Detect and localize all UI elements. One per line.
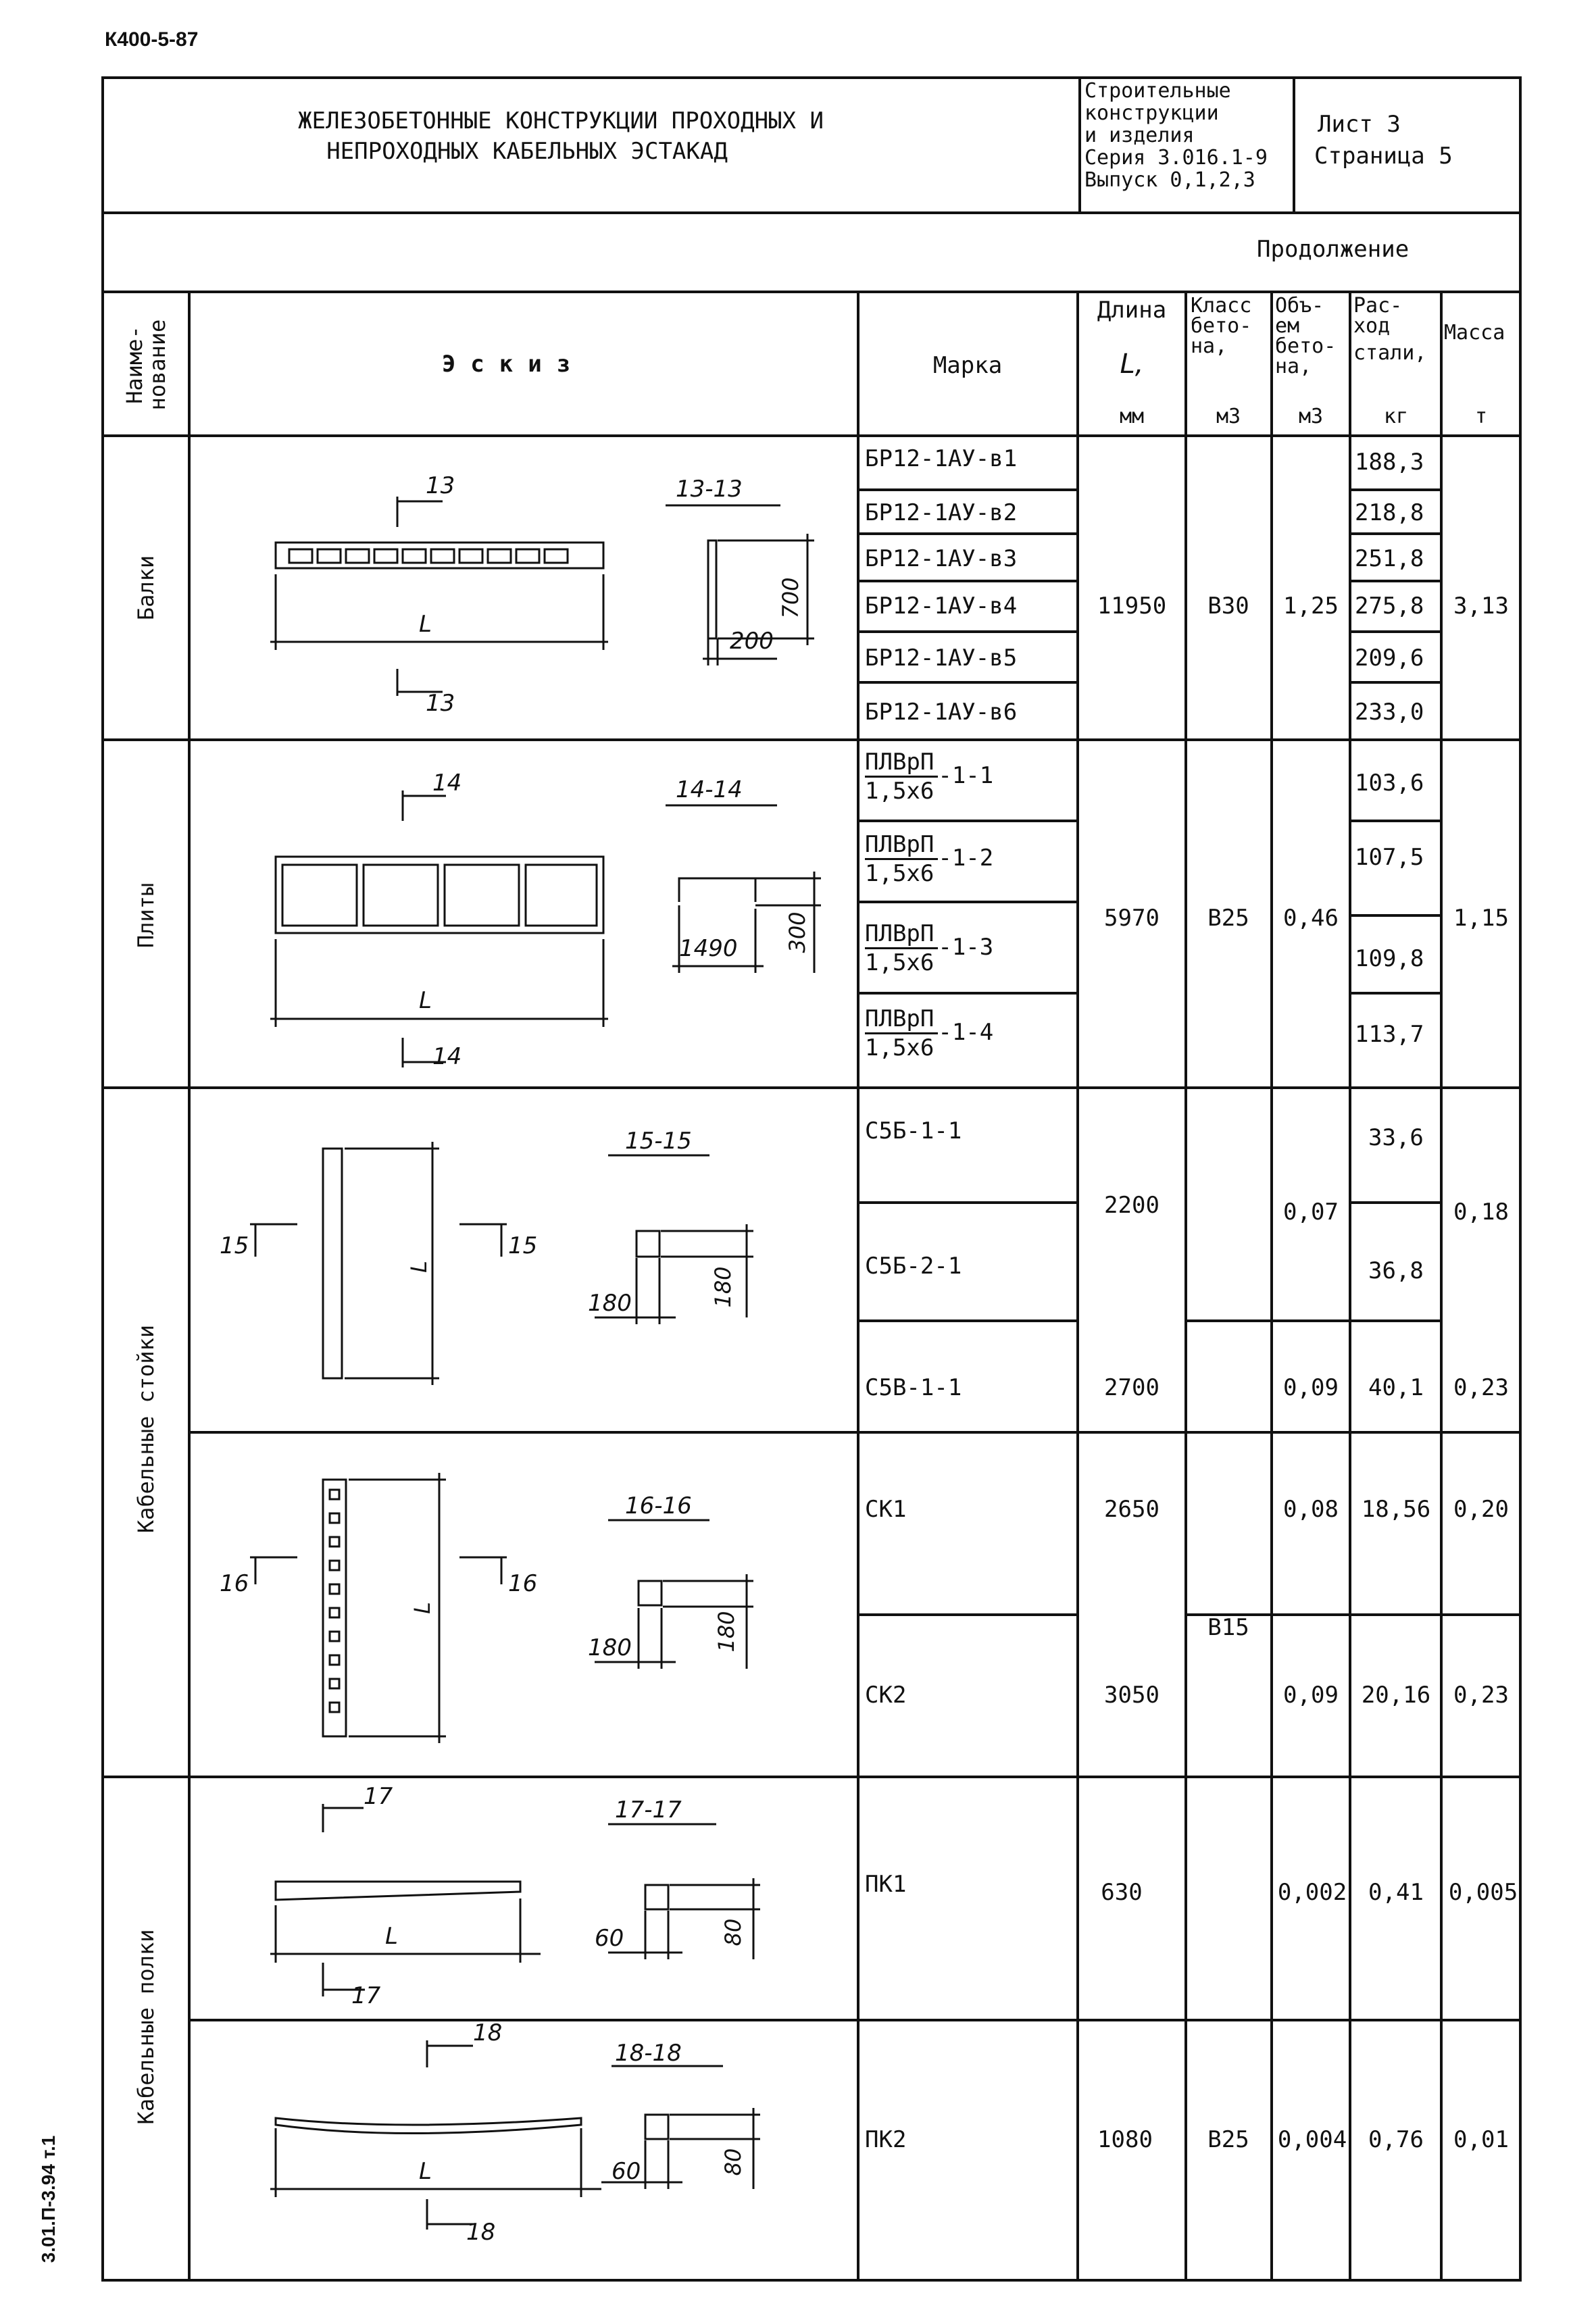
beam-steel: 209,6: [1355, 645, 1424, 672]
col-volume-line: м3: [1298, 405, 1324, 428]
beam-mark: БР12-1АУ-в5: [865, 645, 1018, 672]
slab-volume: 0,46: [1283, 905, 1339, 932]
col-length-line: Длина: [1097, 297, 1167, 324]
post-length: 2650: [1104, 1496, 1159, 1523]
slab-mark-suffix: -1-3: [938, 934, 994, 961]
slab-mark-num: ПЛВрП: [865, 1005, 938, 1034]
post1-cut-l: 15: [220, 1232, 249, 1259]
post2-L: L: [409, 1602, 435, 1614]
beam-L: L: [419, 611, 432, 638]
col-length-line: мм: [1119, 405, 1145, 428]
beam-class: В30: [1207, 593, 1249, 620]
series-line: конструкции: [1084, 101, 1219, 125]
shelf1-height: 80: [720, 1918, 746, 1946]
col-volume-line: бето-: [1275, 334, 1337, 358]
post-length: 2700: [1104, 1374, 1159, 1401]
page-number: Страница 5: [1314, 143, 1453, 170]
slab-mark-den: 1,5х6: [865, 1034, 934, 1061]
shelf-length: 1080: [1097, 2126, 1153, 2153]
beam-steel: 275,8: [1355, 593, 1424, 620]
col-name-line: нование: [145, 319, 170, 411]
post-class: В15: [1207, 1614, 1249, 1641]
post-mark: С5Б-2-1: [865, 1253, 962, 1280]
side-document-code: 3.01.П-3.94 т.1: [38, 2135, 59, 2263]
post-mass: 0,23: [1453, 1682, 1509, 1709]
col-steel-line: стали,: [1353, 341, 1427, 365]
col-mark-header: Марка: [932, 352, 1003, 379]
sheet-number: Лист 3: [1318, 111, 1401, 138]
post-mark: С5Б-1-1: [865, 1117, 962, 1145]
shelf1-L: L: [385, 1923, 398, 1950]
beam-volume: 1,25: [1283, 593, 1339, 620]
beam-mark: БР12-1АУ-в6: [865, 699, 1018, 726]
post-length: 2200: [1104, 1192, 1159, 1219]
post-mark: С5В-1-1: [865, 1374, 962, 1401]
beam-mark: БР12-1АУ-в3: [865, 545, 1018, 572]
group-shelves: Кабельные полки: [133, 1929, 159, 2125]
slab-steel: 103,6: [1355, 770, 1424, 797]
post1-section: 15-15: [625, 1128, 692, 1155]
post2-cut-l: 16: [220, 1570, 249, 1597]
col-class-line: м3: [1216, 405, 1241, 428]
col-class-line: бето-: [1191, 314, 1252, 338]
slab-width: 1490: [679, 935, 738, 962]
post2-cut-r: 16: [508, 1570, 538, 1597]
shelf-class: В25: [1207, 2126, 1249, 2153]
beam-width: 200: [730, 628, 774, 655]
slab-length: 5970: [1104, 905, 1159, 932]
slab-mark-num: ПЛВрП: [865, 920, 938, 949]
post-steel: 33,6: [1368, 1124, 1424, 1151]
shelf2-cut-b: 18: [466, 2219, 496, 2246]
beam-steel: 251,8: [1355, 545, 1424, 572]
slab-mark-suffix: -1-2: [938, 845, 994, 872]
slab-cut-b: 14: [432, 1043, 462, 1070]
slab-class: В25: [1207, 905, 1249, 932]
col-mass-line: т: [1474, 405, 1488, 428]
col-volume-line: Объ-: [1275, 294, 1324, 318]
document-code: К400-5-87: [105, 28, 199, 51]
slab-L: L: [419, 987, 432, 1014]
col-class-line: на,: [1191, 334, 1228, 358]
series-line: Строительные: [1084, 79, 1231, 103]
col-mass-line: Масса: [1444, 321, 1505, 345]
col-steel-line: кг: [1383, 405, 1409, 428]
slab-mark-den: 1,5х6: [865, 949, 934, 976]
col-steel-line: ход: [1353, 314, 1391, 338]
shelf1-cut-a: 17: [364, 1783, 393, 1810]
post-volume: 0,09: [1283, 1682, 1339, 1709]
post-mass: 0,18: [1453, 1199, 1509, 1226]
shelf-mass: 0,01: [1453, 2126, 1509, 2153]
col-steel-line: Рас-: [1353, 294, 1403, 318]
beam-length: 11950: [1097, 593, 1167, 620]
series-line: и изделия: [1084, 124, 1195, 147]
title-line-2: НЕПРОХОДНЫХ КАБЕЛЬНЫХ ЭСТАКАД: [326, 138, 728, 165]
slab-steel: 109,8: [1355, 945, 1424, 972]
shelf2-section: 18-18: [615, 2040, 682, 2067]
post-length: 3050: [1104, 1682, 1159, 1709]
title-line-1: ЖЕЛЕЗОБЕТОННЫЕ КОНСТРУКЦИИ ПРОХОДНЫХ И: [298, 107, 824, 134]
shelf-volume: 0,004: [1277, 2126, 1347, 2153]
shelf-mark: ПК2: [865, 2126, 907, 2153]
col-name-line: Наиме-: [122, 326, 147, 404]
group-beams: Балки: [133, 555, 159, 621]
slab-steel: 113,7: [1355, 1021, 1424, 1048]
beam-mark: БР12-1АУ-в4: [865, 593, 1018, 620]
beam-cut-b: 13: [426, 690, 455, 717]
post-volume: 0,07: [1283, 1199, 1339, 1226]
group-slabs: Плиты: [133, 882, 159, 949]
shelf-steel: 0,76: [1368, 2126, 1424, 2153]
beam-mass: 3,13: [1453, 593, 1509, 620]
post-mark: СК1: [865, 1496, 907, 1523]
post-mass: 0,20: [1453, 1496, 1509, 1523]
post-steel: 40,1: [1368, 1374, 1424, 1401]
post-volume: 0,09: [1283, 1374, 1339, 1401]
slab-cut-a: 14: [432, 770, 462, 797]
shelf1-cut-b: 17: [351, 1982, 381, 2009]
slab-section: 14-14: [676, 776, 743, 803]
beam-steel: 188,3: [1355, 449, 1424, 476]
col-length-line: L,: [1120, 349, 1144, 380]
shelf2-L: L: [419, 2158, 432, 2185]
slab-mark-den: 1,5х6: [865, 860, 934, 887]
series-line: Серия 3.016.1-9: [1084, 146, 1268, 170]
beam-mark: БР12-1АУ-в1: [865, 445, 1018, 472]
shelf-steel: 0,41: [1368, 1879, 1424, 1906]
shelf2-width: 60: [612, 2158, 641, 2185]
slab-mass: 1,15: [1453, 905, 1509, 932]
post1-cut-r: 15: [508, 1232, 538, 1259]
post1-width: 180: [588, 1290, 632, 1317]
shelf1-section: 17-17: [615, 1796, 682, 1823]
post2-width: 180: [588, 1634, 632, 1661]
slab-mark-suffix: -1-1: [938, 762, 994, 789]
slab-mark-num: ПЛВрП: [865, 831, 938, 860]
shelf-mass: 0,005: [1448, 1879, 1518, 1906]
beam-steel: 233,0: [1355, 699, 1424, 726]
post2-height: 180: [714, 1611, 739, 1653]
beam-mark: БР12-1АУ-в2: [865, 499, 1018, 526]
shelf-mark: ПК1: [865, 1871, 907, 1898]
shelf-volume: 0,002: [1277, 1879, 1347, 1906]
col-sketch-header: Эскиз: [441, 351, 586, 378]
col-volume-line: ем: [1275, 314, 1300, 338]
col-volume-line: на,: [1275, 355, 1312, 378]
post-steel: 20,16: [1361, 1682, 1431, 1709]
post-mark: СК2: [865, 1682, 907, 1709]
shelf1-width: 60: [595, 1925, 624, 1952]
post1-height: 180: [710, 1266, 736, 1308]
post-volume: 0,08: [1283, 1496, 1339, 1523]
slab-steel: 107,5: [1355, 844, 1424, 871]
post2-section: 16-16: [625, 1492, 692, 1519]
post1-L: L: [406, 1261, 432, 1273]
slab-height: 300: [784, 911, 810, 953]
slab-mark-den: 1,5х6: [865, 778, 934, 805]
beam-steel: 218,8: [1355, 499, 1424, 526]
post-mass: 0,23: [1453, 1374, 1509, 1401]
continuation-label: Продолжение: [1257, 236, 1410, 263]
beam-height: 700: [778, 577, 803, 619]
group-posts: Кабельные стойки: [133, 1324, 159, 1534]
series-line: Выпуск 0,1,2,3: [1084, 168, 1255, 192]
slab-mark-num: ПЛВрП: [865, 749, 938, 778]
post-steel: 18,56: [1361, 1496, 1431, 1523]
shelf2-height: 80: [720, 2148, 746, 2176]
beam-section: 13-13: [676, 476, 743, 503]
slab-mark-suffix: -1-4: [938, 1019, 994, 1046]
beam-cut-a: 13: [426, 472, 455, 499]
col-class-line: Класс: [1191, 294, 1252, 318]
shelf2-cut-a: 18: [473, 2019, 503, 2046]
shelf-length: 630: [1101, 1879, 1143, 1906]
post-steel: 36,8: [1368, 1257, 1424, 1284]
